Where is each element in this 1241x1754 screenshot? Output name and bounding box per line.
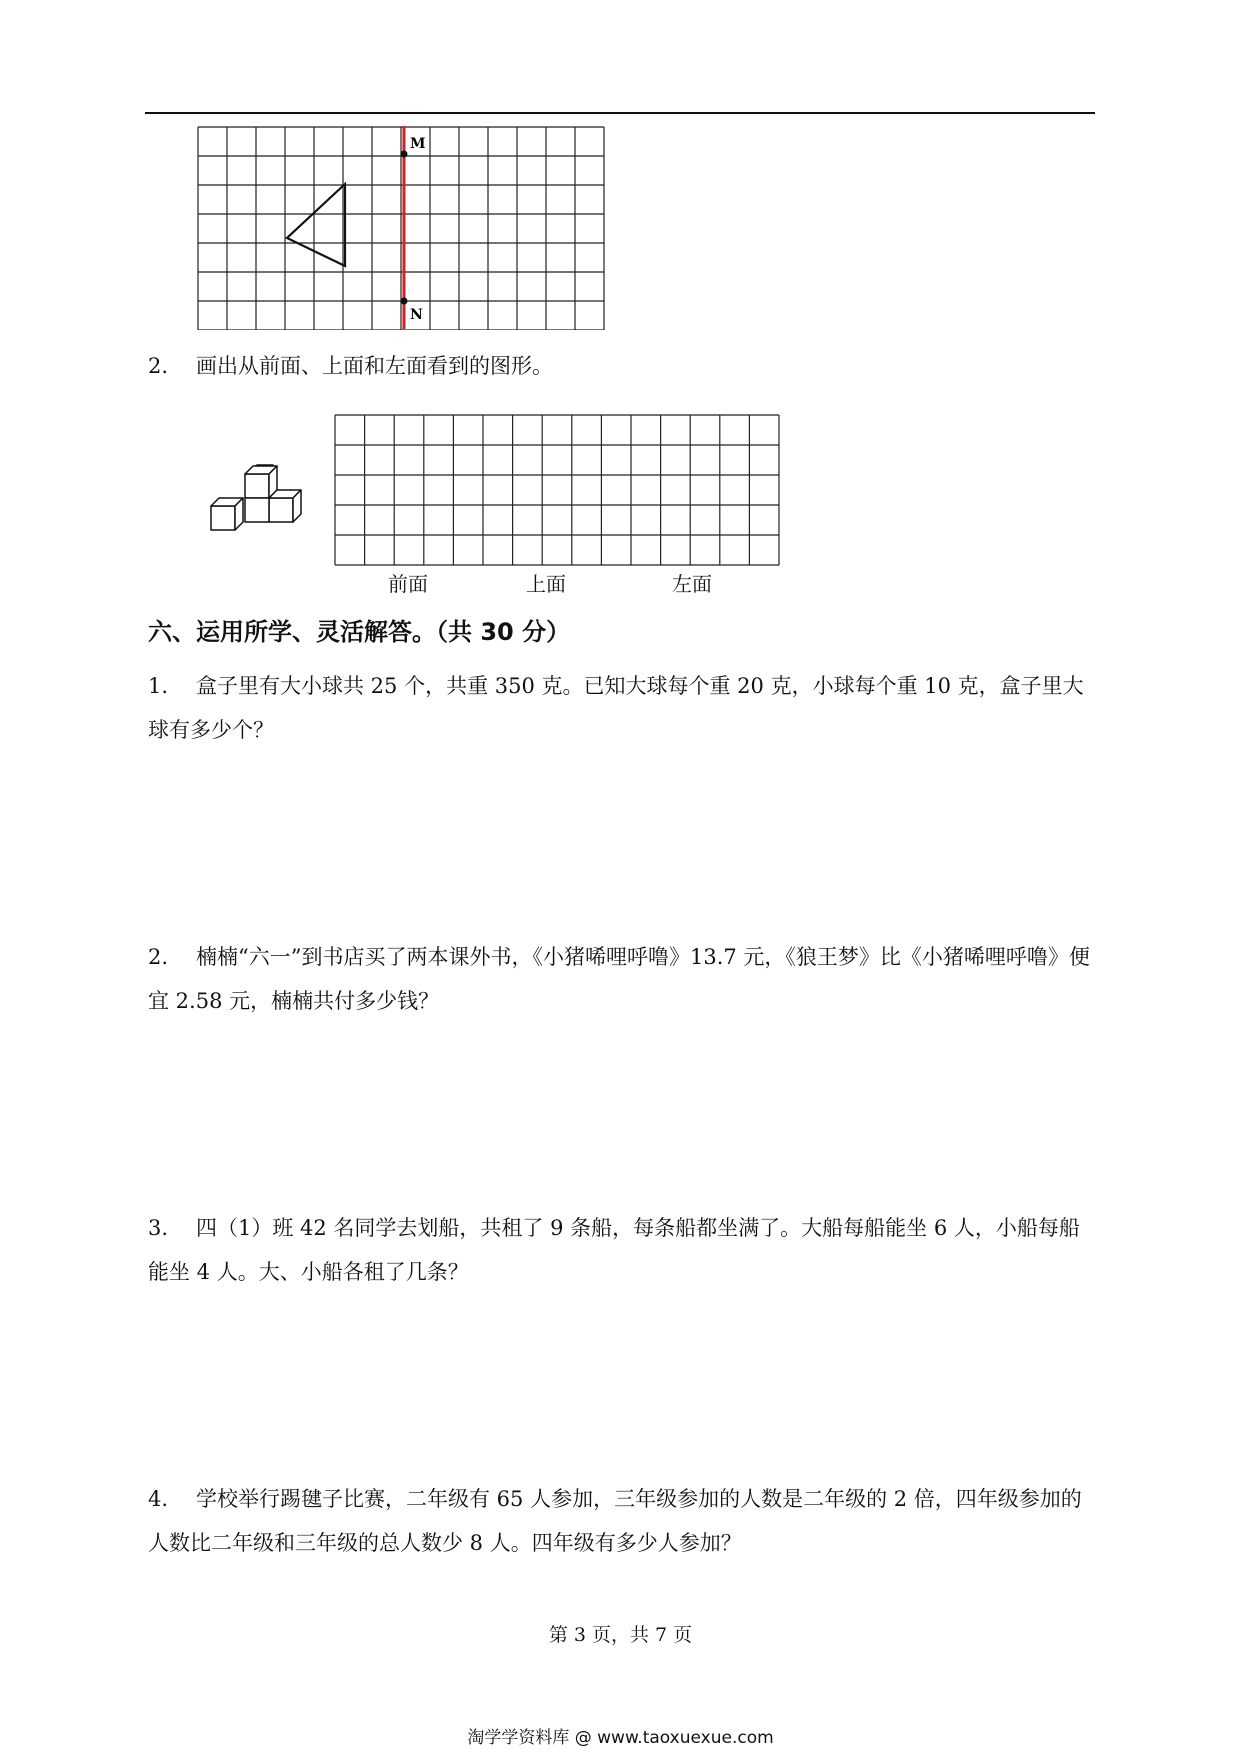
question-2 [148, 935, 1098, 1023]
triangle-shape [287, 184, 345, 266]
point-m-dot [401, 151, 408, 158]
question-draw-views [148, 344, 1098, 388]
question-4 [148, 1477, 1098, 1565]
question-text: 楠楠“六一”到书店买了两本课外书，《小猪唏哩呼噜》13.7 元，《狼王梦》比《小猪唏哩呼噜》便宜 2.58 元，楠楠共付多少钱？ [148, 945, 1090, 1013]
point-n-label: N [410, 307, 423, 323]
label-top-view: 上面 [526, 572, 566, 596]
grid-lines [335, 415, 779, 565]
section-six-title: 六、运用所学、灵活解答。（共 30 分） [148, 618, 571, 646]
views-drawing-grid[interactable] [334, 414, 782, 570]
question-text: 学校举行踢毽子比赛，二年级有 65 人参加，三年级参加的人数是二年级的 2 倍，四年级参加的人数比二年级和三年级的总人数少 8 人。四年级有多少人参加？ [148, 1487, 1082, 1555]
question-number: 4. [148, 1487, 169, 1511]
label-left-view: 左面 [672, 572, 712, 596]
question-number: 3. [148, 1216, 169, 1240]
watermark-text: 淘学学资料库 @ www.taoxuexue.com [467, 1728, 774, 1748]
question-text: 四（1）班 42 名同学去划船，共租了 9 条船，每条船都坐满了。大船每船能坐 6 人，小船每船能坐 4 人。大、小船各租了几条？ [148, 1216, 1080, 1284]
question-1 [148, 664, 1098, 752]
point-m-label: M [410, 136, 426, 152]
cube-stack-figure [205, 462, 315, 542]
question-text: 盒子里有大小球共 25 个，共重 350 克。已知大球每个重 20 克，小球每个重 10 克，盒子里大球有多少个？ [148, 674, 1084, 742]
question-text: 画出从前面、上面和左面看到的图形。 [196, 354, 553, 378]
point-n-dot [401, 298, 408, 305]
question-number: 2. [148, 354, 169, 378]
label-front-view: 前面 [388, 572, 428, 596]
page-footer: 第 3 页，共 7 页 [548, 1624, 693, 1646]
symmetry-grid-figure [197, 126, 617, 330]
question-number: 1. [148, 674, 169, 698]
header-rule [145, 112, 1095, 114]
question-number: 2. [148, 945, 169, 969]
question-3 [148, 1206, 1098, 1294]
